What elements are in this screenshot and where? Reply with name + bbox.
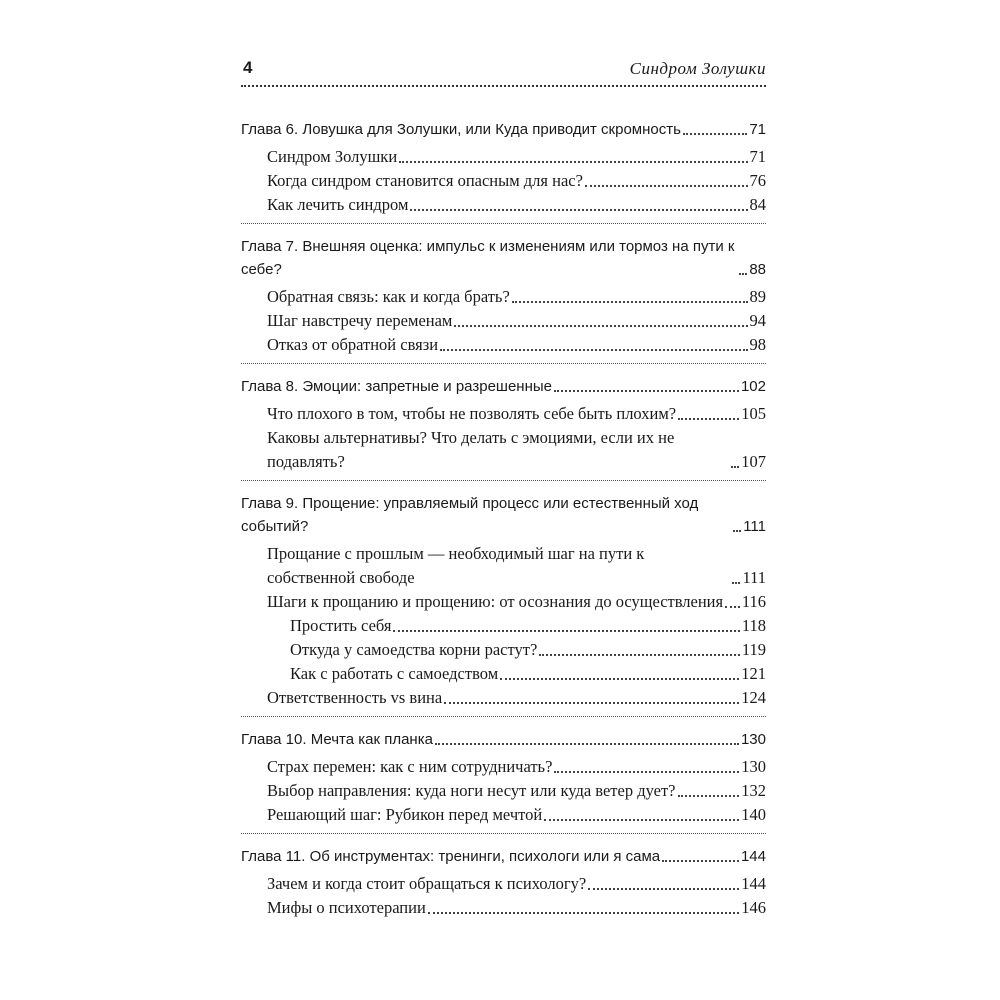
- page-ref: 144: [741, 874, 766, 893]
- dot-leader: [588, 888, 739, 890]
- dot-leader: [428, 912, 739, 914]
- dot-leader: [554, 390, 739, 392]
- section-title: Решающий шаг: Рубикон перед мечтой: [267, 805, 543, 824]
- dot-leader: [731, 466, 739, 468]
- toc-chapter: [241, 235, 766, 364]
- section-entry[interactable]: [241, 402, 766, 426]
- page-ref: 88: [749, 261, 766, 278]
- page-ref: 89: [749, 287, 766, 306]
- page-ref: 84: [749, 195, 766, 214]
- dot-leader: [399, 161, 747, 163]
- section-title: Как лечить синдром: [267, 195, 409, 214]
- section-entry[interactable]: [241, 169, 766, 193]
- dot-leader: [725, 606, 740, 608]
- chapter-title: Глава 9. Прощение: управляемый процесс или естественный ход событий?: [241, 495, 699, 535]
- section-title: Ответственность vs вина: [267, 688, 443, 707]
- section-title: Синдром Золушки: [267, 147, 398, 166]
- dot-leader: [662, 860, 739, 862]
- dot-leader: [410, 209, 747, 211]
- dot-leader: [440, 349, 747, 351]
- dot-leader: [539, 654, 740, 656]
- section-entry[interactable]: [241, 872, 766, 896]
- section-title: Мифы о психотерапии: [267, 898, 426, 917]
- dot-leader: [512, 301, 748, 303]
- section-entry[interactable]: [241, 779, 766, 803]
- dot-leader: [732, 582, 740, 584]
- chapter-title: Глава 11. Об инструментах: тренинги, психологи или я сама: [241, 848, 661, 865]
- page-ref: 116: [741, 592, 766, 611]
- running-title: Синдром Золушки: [629, 59, 766, 78]
- subsection-entry[interactable]: [241, 662, 766, 686]
- page-ref: 146: [741, 898, 766, 917]
- section-title: Шаги к прощанию и прощению: от осознания до осуществления: [267, 592, 724, 611]
- chapter-entry[interactable]: [241, 845, 766, 868]
- dot-leader: [393, 630, 739, 632]
- section-title: Выбор направления: куда ноги несут или куда ветер дует?: [267, 781, 676, 800]
- dot-leader: [683, 133, 747, 135]
- section-entry[interactable]: [241, 686, 766, 710]
- dot-leader: [554, 771, 739, 773]
- toc-chapter: [241, 492, 766, 717]
- toc-chapter: [241, 375, 766, 481]
- subsection-entry[interactable]: [241, 614, 766, 638]
- dot-leader: [733, 530, 741, 532]
- page-ref: 124: [741, 688, 766, 707]
- section-title: Каковы альтернативы? Что делать с эмоциями, если их не подавлять?: [267, 428, 675, 471]
- page-ref: 118: [741, 616, 766, 635]
- book-page: [241, 0, 766, 1000]
- dot-leader: [585, 185, 748, 187]
- section-title: Прощание с прошлым — необходимый шаг на пути к собственной свободе: [267, 544, 645, 587]
- header-divider: [241, 85, 766, 87]
- page-ref: 121: [741, 664, 766, 683]
- chapter-entry[interactable]: [241, 375, 766, 398]
- page-ref: 132: [741, 781, 766, 800]
- section-entry[interactable]: [241, 309, 766, 333]
- dot-leader: [454, 325, 747, 327]
- section-title: Зачем и когда стоит обращаться к психологу?: [267, 874, 587, 893]
- dot-leader: [500, 678, 739, 680]
- page-ref: 98: [749, 335, 766, 354]
- section-entry[interactable]: [241, 755, 766, 779]
- chapter-entry[interactable]: [241, 118, 766, 141]
- page-ref: 71: [749, 147, 766, 166]
- section-entry[interactable]: [241, 333, 766, 357]
- section-entry[interactable]: [241, 590, 766, 614]
- toc-chapter: [241, 845, 766, 926]
- chapter-entry[interactable]: [241, 492, 766, 538]
- page-number: 4: [243, 58, 253, 77]
- subsection-title: Как с работать с самоедством: [290, 664, 499, 683]
- table-of-contents: [241, 118, 766, 937]
- section-title: Шаг навстречу переменам: [267, 311, 453, 330]
- dot-leader: [678, 795, 740, 797]
- page-ref: 111: [742, 568, 766, 587]
- section-entry[interactable]: [241, 145, 766, 169]
- section-entry[interactable]: [241, 803, 766, 827]
- dot-leader: [435, 743, 739, 745]
- dot-leader: [739, 273, 747, 275]
- page-ref: 130: [740, 731, 766, 748]
- dot-leader: [544, 819, 739, 821]
- chapter-title: Глава 6. Ловушка для Золушки, или Куда приводит скромность: [241, 121, 681, 138]
- page-ref: 76: [749, 171, 766, 190]
- section-title: Обратная связь: как и когда брать?: [267, 287, 510, 306]
- toc-chapter: [241, 118, 766, 224]
- page-ref: 111: [743, 518, 766, 535]
- chapter-title: Глава 7. Внешняя оценка: импульс к изменениям или тормоз на пути к себе?: [241, 238, 735, 278]
- page-ref: 102: [740, 378, 766, 395]
- section-entry[interactable]: [241, 896, 766, 920]
- page-ref: 107: [741, 452, 766, 471]
- page-header: [241, 58, 766, 84]
- section-entry[interactable]: [241, 542, 766, 590]
- section-title: Отказ от обратной связи: [267, 335, 439, 354]
- page-ref: 119: [741, 640, 766, 659]
- chapter-entry[interactable]: [241, 235, 766, 281]
- chapter-title: Глава 8. Эмоции: запретные и разрешенные: [241, 378, 552, 395]
- page-ref: 130: [741, 757, 766, 776]
- page-ref: 105: [741, 404, 766, 423]
- page-ref: 140: [741, 805, 766, 824]
- dot-leader: [444, 702, 739, 704]
- subsection-title: Откуда у самоедства корни растут?: [290, 640, 538, 659]
- toc-chapter: [241, 728, 766, 834]
- page-ref: 94: [749, 311, 766, 330]
- page-ref: 71: [749, 121, 766, 138]
- section-entry[interactable]: [241, 285, 766, 309]
- section-entry[interactable]: [241, 426, 766, 474]
- section-title: Когда синдром становится опасным для нас?: [267, 171, 583, 190]
- subsection-entry[interactable]: [241, 638, 766, 662]
- section-title: Страх перемен: как с ним сотрудничать?: [267, 757, 553, 776]
- section-entry[interactable]: [241, 193, 766, 217]
- chapter-title: Глава 10. Мечта как планка: [241, 731, 433, 748]
- dot-leader: [678, 418, 739, 420]
- chapter-entry[interactable]: [241, 728, 766, 751]
- section-title: Что плохого в том, чтобы не позволять себе быть плохим?: [267, 404, 677, 423]
- page-ref: 144: [740, 848, 766, 865]
- subsection-title: Простить себя: [290, 616, 392, 635]
